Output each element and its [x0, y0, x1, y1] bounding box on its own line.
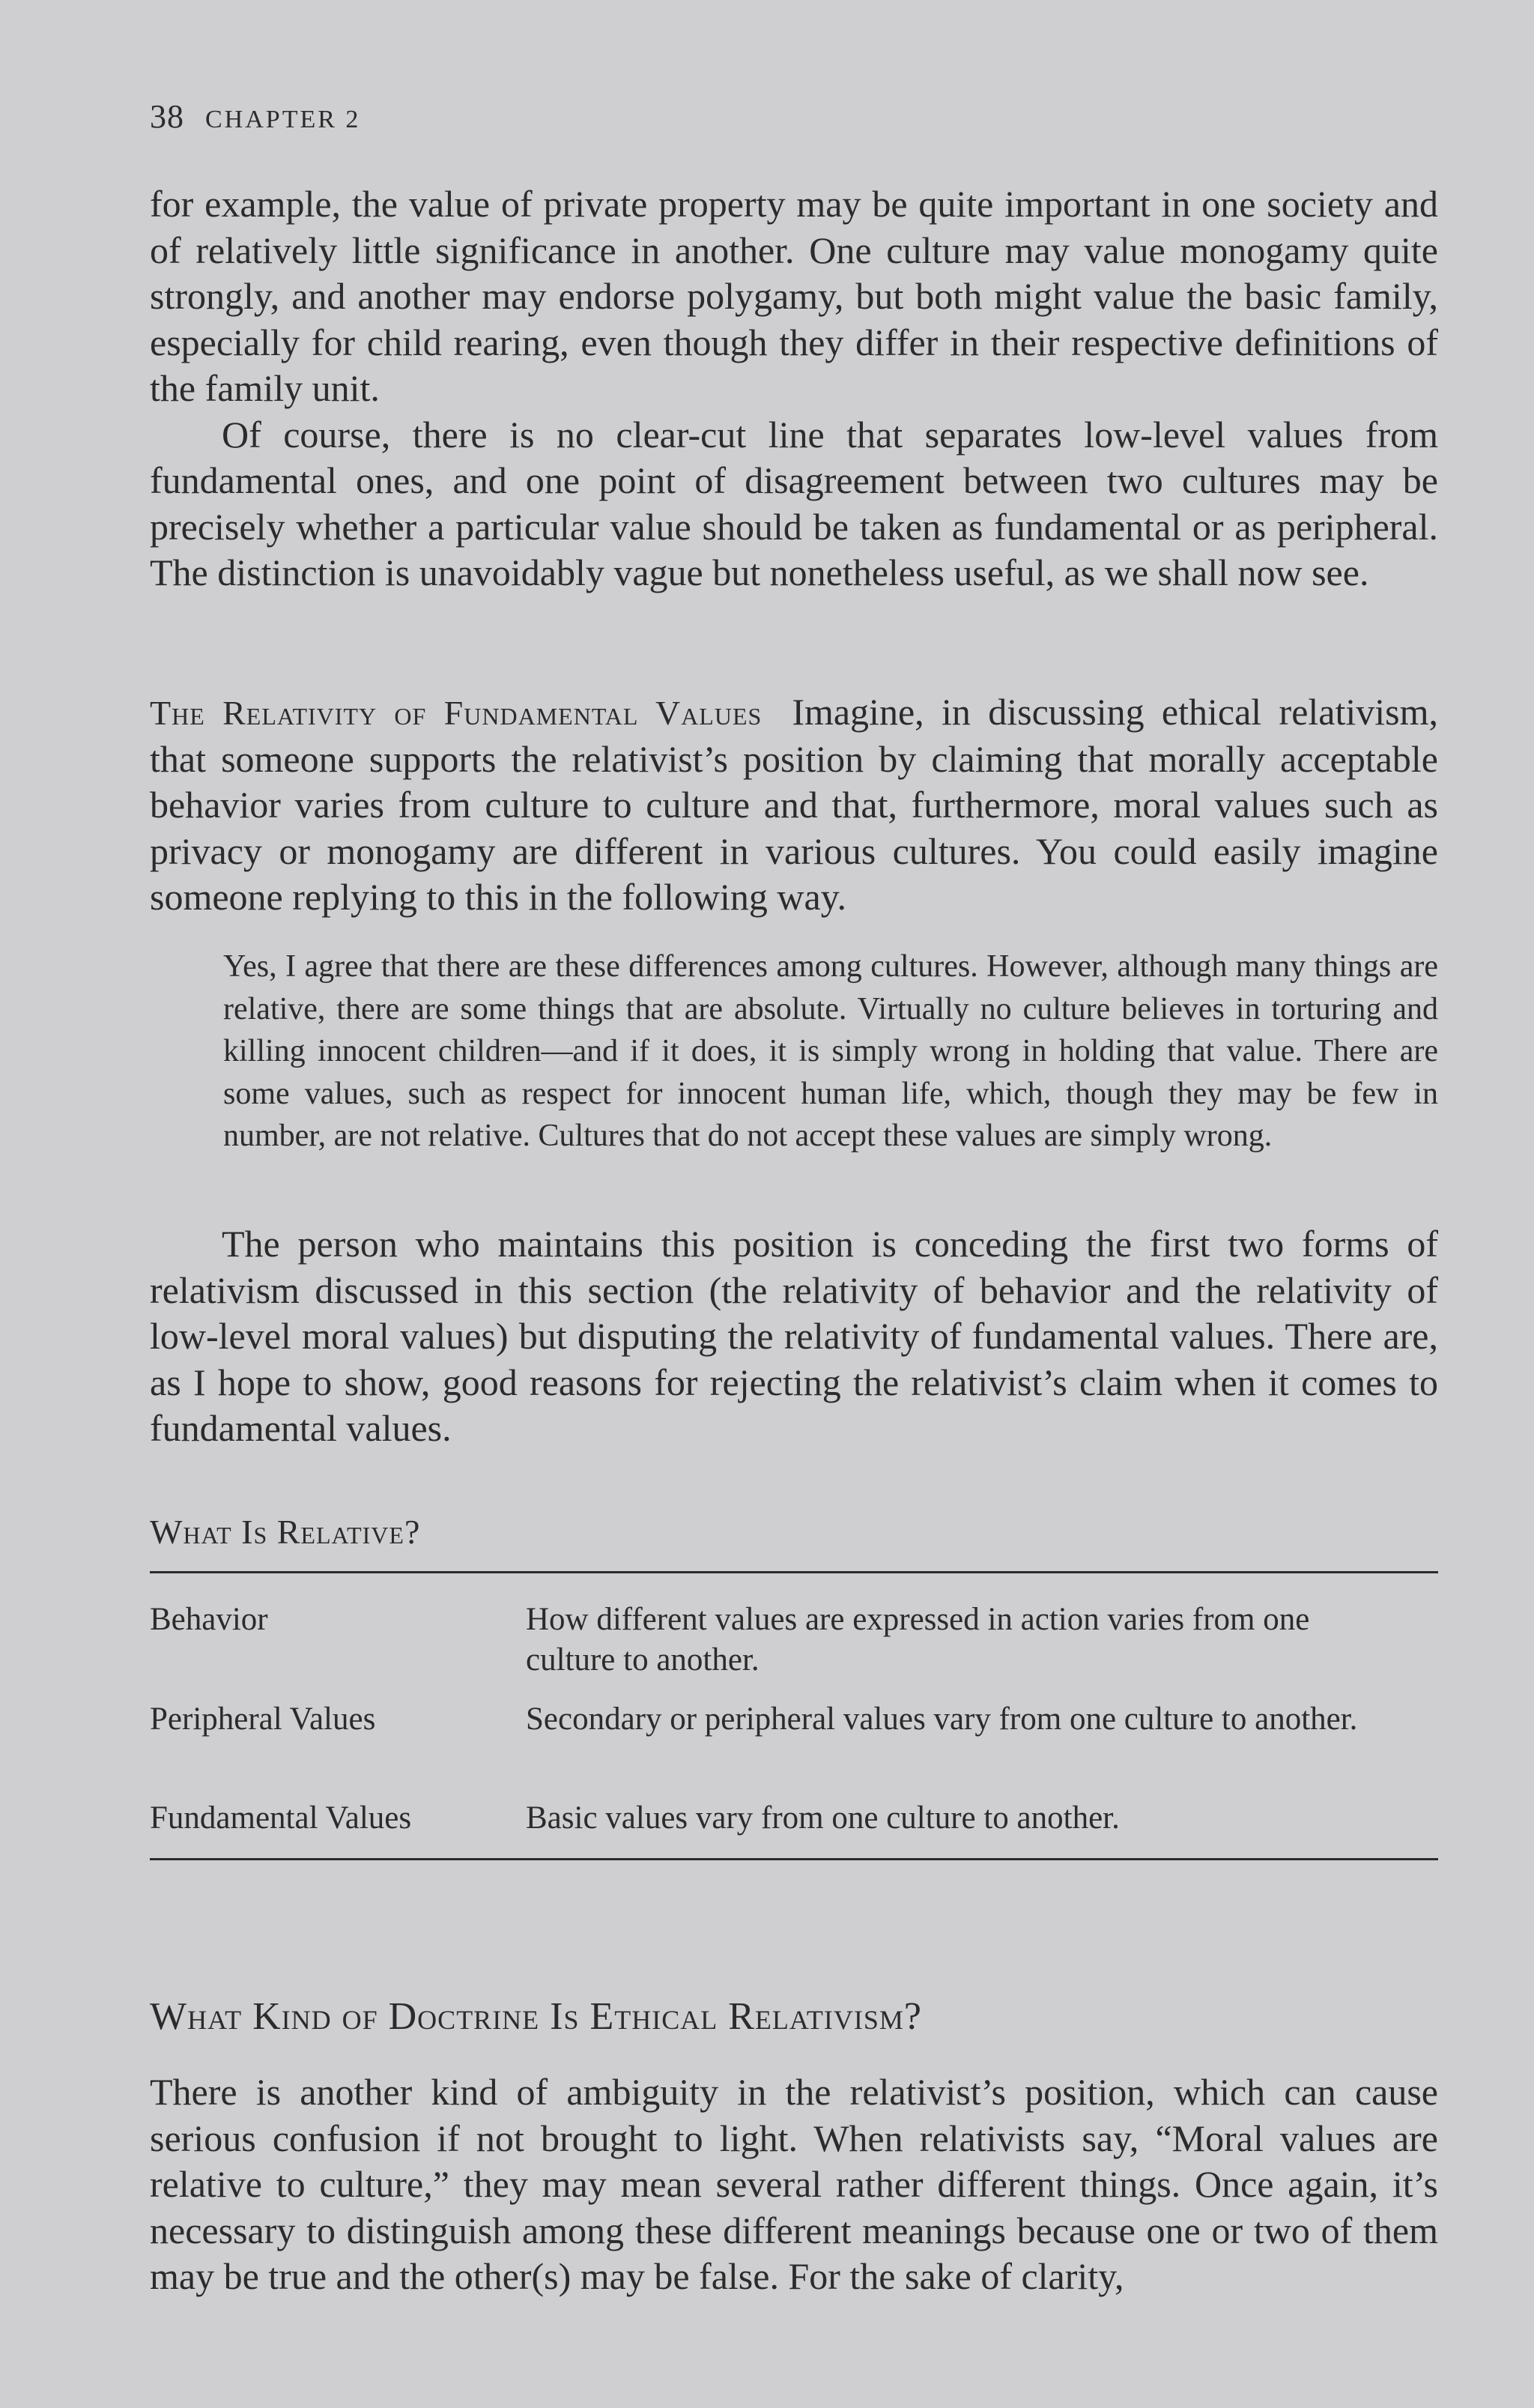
- chapter-label: CHAPTER 2: [205, 106, 361, 133]
- paragraph-fundamental-values: [150, 689, 1438, 921]
- paragraph-continued: for example, the value of private property may be quite important in one society and of relatively little significance in another. One culture may value monogamy quite strongly, and another may endorse polygamy, but both might value the basic family, especially for child rearing, even though they differ in their respective definitions of the family unit.: [150, 183, 1438, 409]
- book-page: [150, 0, 1438, 2408]
- summary-table-title: What Is Relative?: [150, 1513, 421, 1551]
- running-head: [150, 97, 360, 136]
- table-definition: Secondary or peripheral values vary from one culture to another.: [526, 1701, 1358, 1737]
- paragraph-concession: The person who maintains this position is conceding the first two forms of relativism discussed in this section (the relativity of behavior and the relativity of low-level moral values) but disputing the relativity of fundamental values. There are, as I hope to show, good reasons for rejecting the relativist’s claim when it comes to fundamental values.: [150, 1223, 1438, 1449]
- closing-text: [150, 2069, 1438, 2300]
- paragraph-ambiguity: There is another kind of ambiguity in the relativist’s position, which can cause serious confusion if not brought to light. When relativists say, “Moral values are relative to culture,” they may mean several rather different things. Once again, it’s necessary to distinguish among these different meanings because one or two of them may be true and the other(s) may be false. For the sake of clarity,: [150, 2071, 1438, 2297]
- concession-text: [150, 1221, 1438, 1452]
- paragraph-distinction: Of course, there is no clear-cut line that separates low-level values from fundamental ones, and one point of disagreement between two cultures may be precisely whether a particular value should be taken as fundamental or as peripheral. The distinction is unavoidably vague but nonetheless useful, as we shall now see.: [150, 413, 1438, 593]
- table-term: Behavior: [150, 1602, 268, 1637]
- paragraph-fundamental-values-text: Imagine, in discussing ethical relativism, that someone supports the relativist’s position by claiming that morally acceptable behavior varies from culture to culture and that, furthermore, moral values such as privacy or monogamy are different in various cultures. You could easily imagine someone replying to this in the following way.: [150, 691, 1438, 918]
- table-bottom-rule: [150, 1858, 1438, 1860]
- table-term: Peripheral Values: [150, 1701, 376, 1737]
- page-number: 38: [150, 98, 184, 135]
- table-top-rule: [150, 1571, 1438, 1573]
- table-definition: How different values are expressed in action varies from one culture to another.: [526, 1602, 1310, 1678]
- block-quote: Yes, I agree that there are these differences among cultures. However, although many things are relative, there are some things that are absolute. Virtually no culture believes in torturing and killing innocent children—and if it does, it is simply wrong in holding that value. There are some values, such as respect for innocent human life, which, though they may be few in number, are not relative. Cultures that do not accept these values are simply wrong.: [223, 949, 1438, 1153]
- table-definition: Basic values vary from one culture to another.: [526, 1800, 1120, 1836]
- fundamental-values-section: [150, 689, 1438, 921]
- opening-text: [150, 181, 1438, 596]
- section-heading: What Kind of Doctrine Is Ethical Relativism?: [150, 1995, 922, 2038]
- inline-heading: The Relativity of Fundamental Values: [150, 694, 763, 732]
- table-term: Fundamental Values: [150, 1800, 412, 1836]
